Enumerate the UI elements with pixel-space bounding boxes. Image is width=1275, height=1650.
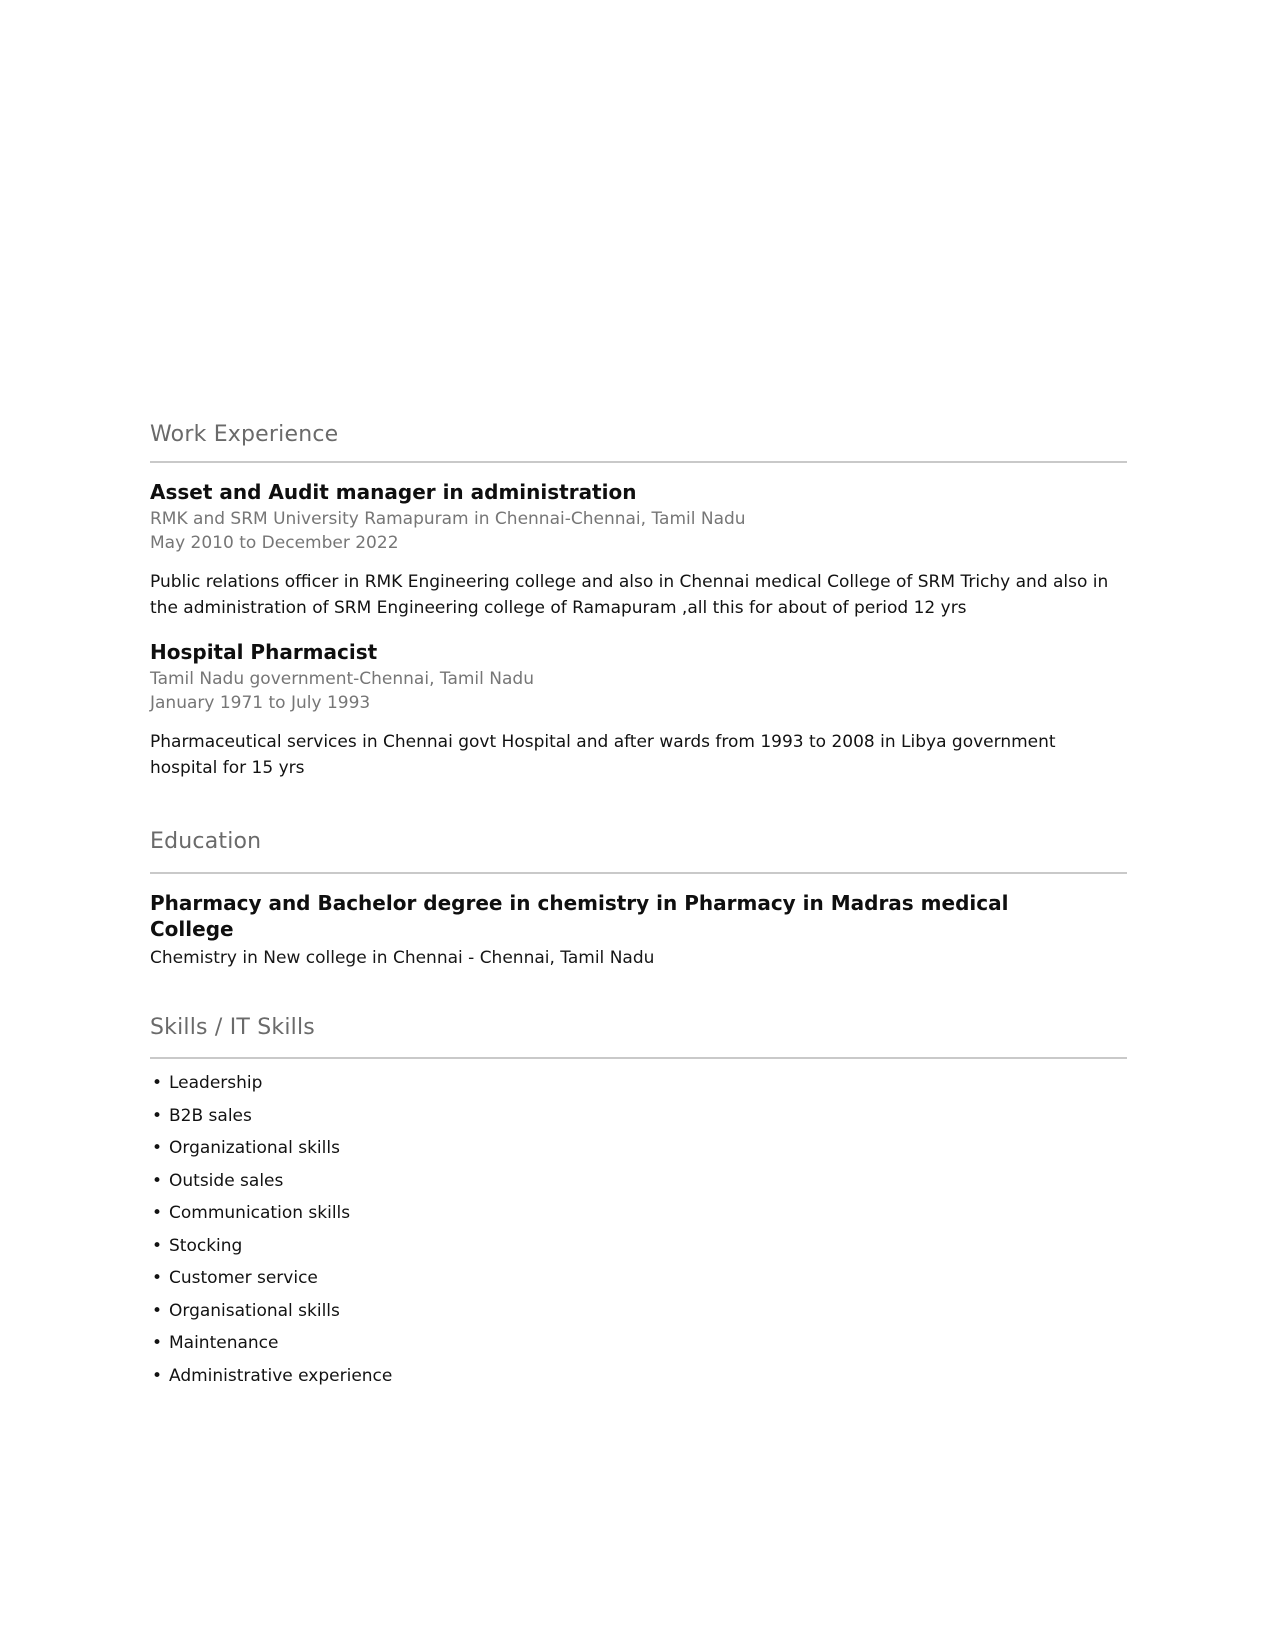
education-entry xyxy=(150,890,1127,970)
bullet-icon: • xyxy=(152,1105,163,1126)
bullet-icon: • xyxy=(152,1203,163,1223)
skill-label: B2B sales xyxy=(169,1105,252,1126)
section-education xyxy=(150,829,1127,970)
skill-label: Organisational skills xyxy=(169,1300,340,1321)
skill-item xyxy=(150,1071,1127,1095)
job-title: Asset and Audit manager in administration xyxy=(150,480,637,504)
bullet-icon: • xyxy=(152,1170,163,1191)
skill-item xyxy=(150,1299,1127,1323)
skill-item xyxy=(150,1136,1127,1160)
section-divider xyxy=(150,872,1127,874)
skill-label: Leadership xyxy=(169,1073,263,1093)
skill-item xyxy=(150,1331,1127,1355)
skill-item xyxy=(150,1364,1127,1388)
skills-heading: Skills / IT Skills xyxy=(150,1015,315,1040)
job-company-line: RMK and SRM University Ramapuram in Chennai-Chennai, Tamil Nadu xyxy=(150,509,746,529)
skill-label: Customer service xyxy=(169,1268,318,1288)
bullet-icon: • xyxy=(152,1235,163,1256)
section-divider xyxy=(150,1057,1127,1059)
bullet-icon: • xyxy=(152,1333,163,1353)
bullet-icon: • xyxy=(152,1300,163,1321)
section-work-experience xyxy=(150,422,1127,781)
skill-item xyxy=(150,1234,1127,1258)
skill-item xyxy=(150,1104,1127,1128)
education-heading: Education xyxy=(150,829,262,854)
skill-item xyxy=(150,1169,1127,1193)
bullet-icon: • xyxy=(152,1073,163,1093)
skill-label: Organizational skills xyxy=(169,1138,340,1158)
education-details: Chemistry in New college in Chennai - Chennai, Tamil Nadu xyxy=(150,948,655,968)
job-date-range: January 1971 to July 1993 xyxy=(150,693,371,713)
job-title: Hospital Pharmacist xyxy=(150,640,378,664)
job-entry xyxy=(150,479,1127,621)
education-degree-title: Pharmacy and Bachelor degree in chemistry in Pharmacy in Madras medical College xyxy=(150,891,1009,941)
job-entry xyxy=(150,639,1127,781)
skills-list xyxy=(150,1071,1127,1388)
job-description: Pharmaceutical services in Chennai govt Hospital and after wards from 1993 to 2008 in Libya government hospital for 15 yrs xyxy=(150,732,1056,778)
skill-label: Maintenance xyxy=(169,1333,279,1353)
bullet-icon: • xyxy=(152,1268,163,1288)
section-divider xyxy=(150,461,1127,463)
skill-label: Communication skills xyxy=(169,1203,351,1223)
work-experience-heading: Work Experience xyxy=(150,422,339,447)
bullet-icon: • xyxy=(152,1365,163,1386)
skill-item xyxy=(150,1266,1127,1290)
job-description: Public relations officer in RMK Engineering college and also in Chennai medical College of SRM Trichy and also in the administration of SRM Engineering college of Ramapuram ,all this for about of period 12 yrs xyxy=(150,572,1109,618)
skill-item xyxy=(150,1201,1127,1225)
job-date-range: May 2010 to December 2022 xyxy=(150,533,399,553)
skill-label: Outside sales xyxy=(169,1170,284,1191)
job-company-line: Tamil Nadu government-Chennai, Tamil Nadu xyxy=(150,669,534,689)
skill-label: Administrative experience xyxy=(169,1365,393,1386)
section-skills xyxy=(150,1015,1127,1388)
bullet-icon: • xyxy=(152,1138,163,1158)
skill-label: Stocking xyxy=(169,1235,243,1256)
